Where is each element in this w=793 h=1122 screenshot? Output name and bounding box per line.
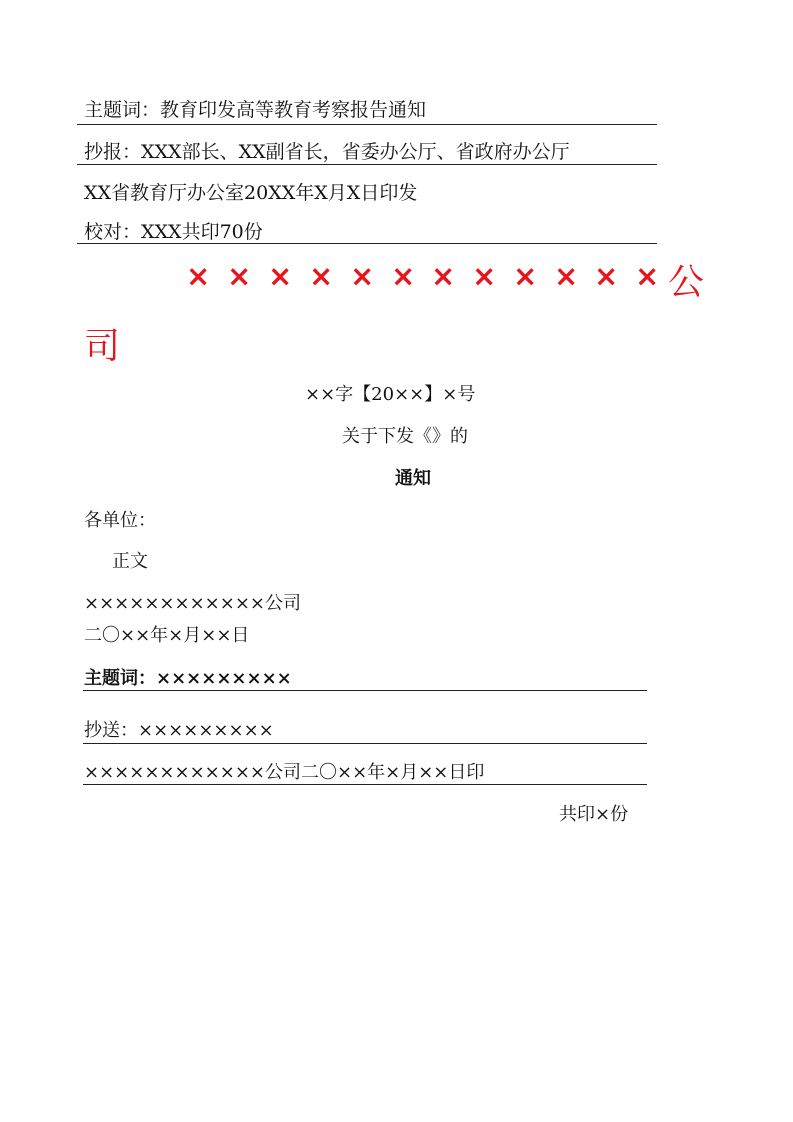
red-x-mark: × (186, 259, 211, 293)
divider (83, 743, 647, 744)
red-x-mark: × (513, 259, 538, 293)
red-header-si: 司 (84, 326, 121, 367)
red-x-mark: × (227, 259, 252, 293)
red-x-mark: × (594, 259, 619, 293)
divider (83, 784, 647, 785)
red-x-mark: × (431, 259, 456, 293)
top-issue-line: XX省教育厅办公室20XX年X月X日印发 (84, 182, 418, 204)
red-x-mark: × (350, 259, 375, 293)
red-x-mark: × (635, 259, 660, 293)
top-cc-line: 抄报：XXX部长、XX副省长，省委办公厅、省政府办公厅 (84, 141, 570, 163)
salutation: 各单位： (84, 510, 156, 531)
cc-to: 抄送：××××××××× (84, 720, 274, 741)
divider (83, 690, 647, 691)
sign-date: 二〇××年×月××日 (84, 625, 250, 646)
divider (77, 164, 657, 165)
red-x-mark: × (554, 259, 579, 293)
divider (77, 243, 657, 244)
body-text: 正文 (112, 551, 148, 572)
red-x-mark: × (309, 259, 334, 293)
signer: ××××××××××××公司 (84, 593, 301, 614)
subject-words (84, 664, 292, 690)
issued-by: ××××××××××××公司二〇××年×月××日印 (84, 762, 485, 783)
top-subject-line: 主题词：教育印发高等教育考察报告通知 (84, 99, 427, 121)
doc-number: ××字【20××】×号 (305, 384, 476, 405)
red-x-mark: × (472, 259, 497, 293)
doc-title-line2: 通知 (395, 468, 431, 489)
red-header-gong: 公 (668, 262, 705, 303)
copies-count: 共印×份 (559, 804, 629, 825)
subject-label: 主题词： (84, 668, 156, 689)
doc-title-line1: 关于下发《》的 (342, 426, 468, 447)
subject-value: ××××××××× (156, 668, 292, 689)
divider (77, 124, 657, 125)
red-x-mark: × (268, 259, 293, 293)
red-x-mark: × (391, 259, 416, 293)
top-proof-line: 校对：XXX共印70份 (84, 221, 263, 243)
